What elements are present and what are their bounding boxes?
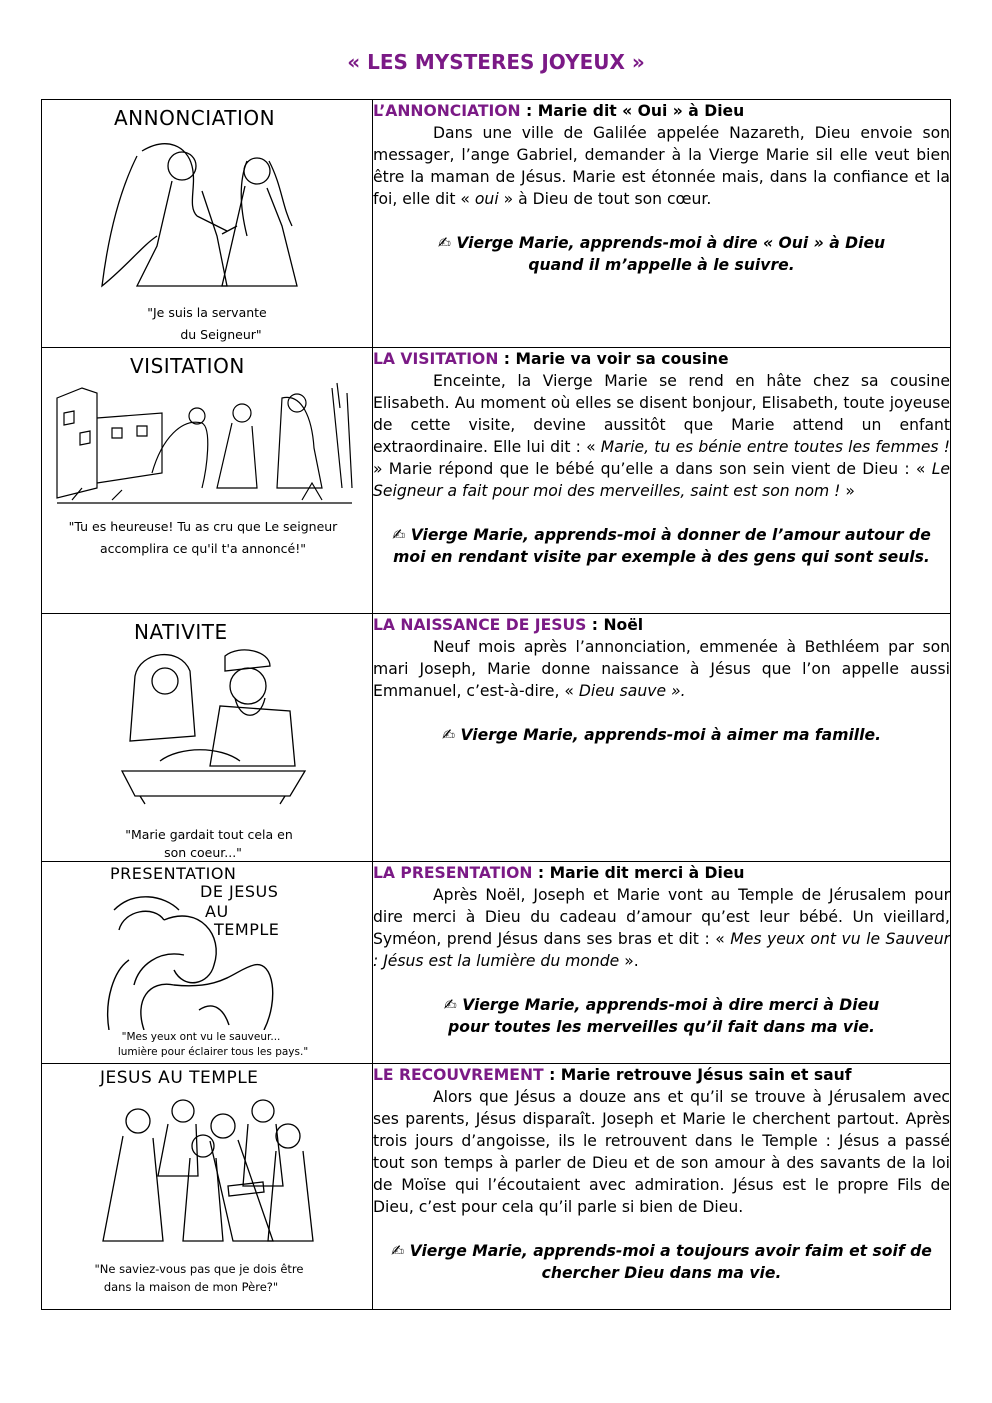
prayer-line1: ✍ Vierge Marie, apprends-moi a toujours avoir faim et soif de — [391, 1242, 932, 1260]
text-cell — [373, 1064, 951, 1310]
illustration-caption-line1: "Je suis la servante — [147, 305, 267, 320]
illustration-caption-line2: lumière pour éclairer tous les pays." — [117, 1046, 309, 1058]
mystery-heading-highlight: LE RECOUVREMENT — [373, 1066, 544, 1084]
body-text-segment: » — [840, 482, 855, 500]
illustration-cell — [42, 862, 373, 1064]
illustration-cell — [42, 100, 373, 348]
mystery-body — [373, 370, 950, 502]
body-text-segment: » Marie répond que le bébé qu’elle a dans son sein vient de Dieu : « — [373, 460, 932, 478]
prayer-line2: pour toutes les merveilles qu’il fait dans ma vie. — [448, 1018, 875, 1036]
body-text-segment: Après Noël, Joseph et Marie vont au Temple de Jérusalem pour dire merci à Dieu du cadeau d’amour qu’est leur bébé. Un vieillard, Syméon, prend Jésus dans ses bras et dit : « — [373, 886, 950, 948]
body-text-segment: Alors que Jésus a douze ans et qu’il se trouve à Jérusalem avec ses parents, Jésus disparaît. Joseph et Marie le cherchent partout. Après trois jours d’angoisse, ils le retrouvent dans le Temple : Jésus a passé tout son temps à parler de Dieu et de son amour à des savants de la loi de Moïse qui l’écoutaient avec admiration. Jésus est le propre Fils de Dieu, c’est pour cela qu’il parle si bien de Dieu. — [373, 1088, 950, 1216]
prayer-line2: chercher Dieu dans ma vie. — [541, 1264, 782, 1282]
prayer-line1: ✍ Vierge Marie, apprends-moi à dire « Oui » à Dieu — [437, 234, 886, 252]
mystery-body — [373, 1086, 950, 1218]
presentation-drawing — [104, 890, 294, 1030]
mystery-heading — [373, 614, 950, 636]
prayer-line1: ✍ Vierge Marie, apprends-moi à aimer ma famille. — [442, 726, 881, 744]
text-cell — [373, 348, 951, 614]
mystery-body — [373, 636, 950, 702]
mystery-row-visitation — [42, 348, 951, 614]
illustration-title: PRESENTATION — [110, 864, 237, 883]
body-text-segment: ». — [619, 952, 639, 970]
mystery-heading — [373, 100, 950, 122]
illustration-caption-line1: "Mes yeux ont vu le sauveur... — [121, 1031, 281, 1043]
illustration-title-line3: AU — [205, 902, 229, 921]
mystery-heading-rest: : Noël — [586, 616, 644, 634]
mystery-body — [373, 122, 950, 210]
mystery-prayer — [373, 724, 950, 746]
mystery-row-presentation — [42, 862, 951, 1064]
illustration-cell — [42, 614, 373, 862]
mystery-row-nativite — [42, 614, 951, 862]
text-cell — [373, 614, 951, 862]
mystery-heading-rest: : Marie dit « Oui » à Dieu — [520, 102, 745, 120]
mystery-row-recouvrement — [42, 1064, 951, 1310]
mystery-heading-highlight: LA VISITATION — [373, 350, 499, 368]
illustration-caption-line2: son coeur..." — [164, 845, 242, 860]
mystery-heading-highlight: LA NAISSANCE DE JESUS — [373, 616, 587, 634]
page-title: « LES MYSTERES JOYEUX » — [347, 50, 645, 74]
illustration-title: VISITATION — [130, 354, 245, 378]
mystery-heading-rest: : Marie dit merci à Dieu — [532, 864, 745, 882]
mysteries-table — [41, 99, 951, 1310]
illustration-title: JESUS AU TEMPLE — [100, 1068, 259, 1088]
illustration-caption-line2: accomplira ce qu'il t'a annoncé!" — [100, 541, 306, 556]
mystery-prayer — [373, 1240, 950, 1284]
temple-drawing — [98, 1096, 318, 1246]
mystery-heading-highlight: L’ANNONCIATION — [373, 102, 521, 120]
mystery-heading-highlight: LA PRESENTATION — [373, 864, 533, 882]
illustration-title-line2: DE JESUS — [200, 882, 279, 901]
mystery-prayer — [373, 232, 950, 276]
illustration-cell — [42, 1064, 373, 1310]
illustration-title: ANNONCIATION — [114, 106, 276, 130]
mystery-prayer — [373, 524, 950, 568]
mystery-heading — [373, 862, 950, 884]
mystery-prayer — [373, 994, 950, 1038]
visitation-drawing — [52, 378, 362, 508]
prayer-line1: ✍ Vierge Marie, apprends-moi à donner de l’amour autour de — [392, 526, 931, 544]
illustration-cell — [42, 348, 373, 614]
text-cell — [373, 862, 951, 1064]
illustration-caption-line2: du Seigneur" — [180, 327, 262, 342]
body-italic-segment: Mes yeux ont vu le Sauveur : Jésus est la lumière du monde — [373, 930, 951, 970]
illustration-title: NATIVITE — [134, 620, 228, 644]
body-italic-segment: Dieu sauve ». — [578, 682, 686, 700]
illustration-title-line4: TEMPLE — [214, 920, 280, 939]
prayer-line2: moi en rendant visite par exemple à des gens qui sont seuls. — [393, 548, 930, 566]
mystery-body — [373, 884, 950, 972]
body-text-segment: Enceinte, la Vierge Marie se rend en hâte chez sa cousine Elisabeth. Au moment où elles se disent bonjour, Elisabeth, toute joyeuse de cette visite, devine aussitôt que Marie attend un enfant extraordinaire. Elle lui dit : « — [373, 372, 950, 456]
mystery-heading — [373, 348, 950, 370]
mystery-heading-rest: : Marie retrouve Jésus sain et sauf — [543, 1066, 852, 1084]
body-italic-segment: Le Seigneur a fait pour moi des merveilles, saint est son nom ! — [373, 460, 950, 500]
annunciation-drawing — [97, 136, 317, 296]
nativity-drawing — [120, 646, 310, 806]
text-cell — [373, 100, 951, 348]
body-text-segment: Neuf mois après l’annonciation, emmenée à Bethléem par son mari Joseph, Marie donne naissance à Jésus que l’on appelle aussi Emmanuel, c’est-à-dire, « — [373, 638, 950, 700]
prayer-line1: ✍ Vierge Marie, apprends-moi à dire merci à Dieu — [443, 996, 880, 1014]
illustration-caption-line1: "Tu es heureuse! Tu as cru que Le seigneur — [68, 519, 338, 534]
body-italic-segment: oui — [474, 190, 499, 208]
body-text-segment: Dans une ville de Galilée appelée Nazareth, Dieu envoie son messager, l’ange Gabriel, demander à la Vierge Marie sil elle veut bien être la maman de Jésus. Marie est étonnée mais, dans la confiance et la foi, elle dit « — [373, 124, 950, 208]
body-italic-segment: Marie, tu es bénie entre toutes les femmes ! — [600, 438, 950, 456]
illustration-caption-line1: "Ne saviez-vous pas que je dois être — [94, 1262, 304, 1276]
mystery-row-annonciation — [42, 100, 951, 348]
mystery-heading — [373, 1064, 950, 1086]
mystery-heading-rest: : Marie va voir sa cousine — [498, 350, 729, 368]
prayer-line2: quand il m’appelle à le suivre. — [528, 256, 795, 274]
illustration-caption-line2: dans la maison de mon Père?" — [103, 1280, 279, 1294]
illustration-caption-line1: "Marie gardait tout cela en — [125, 827, 293, 842]
body-text-segment: » à Dieu de tout son cœur. — [498, 190, 712, 208]
